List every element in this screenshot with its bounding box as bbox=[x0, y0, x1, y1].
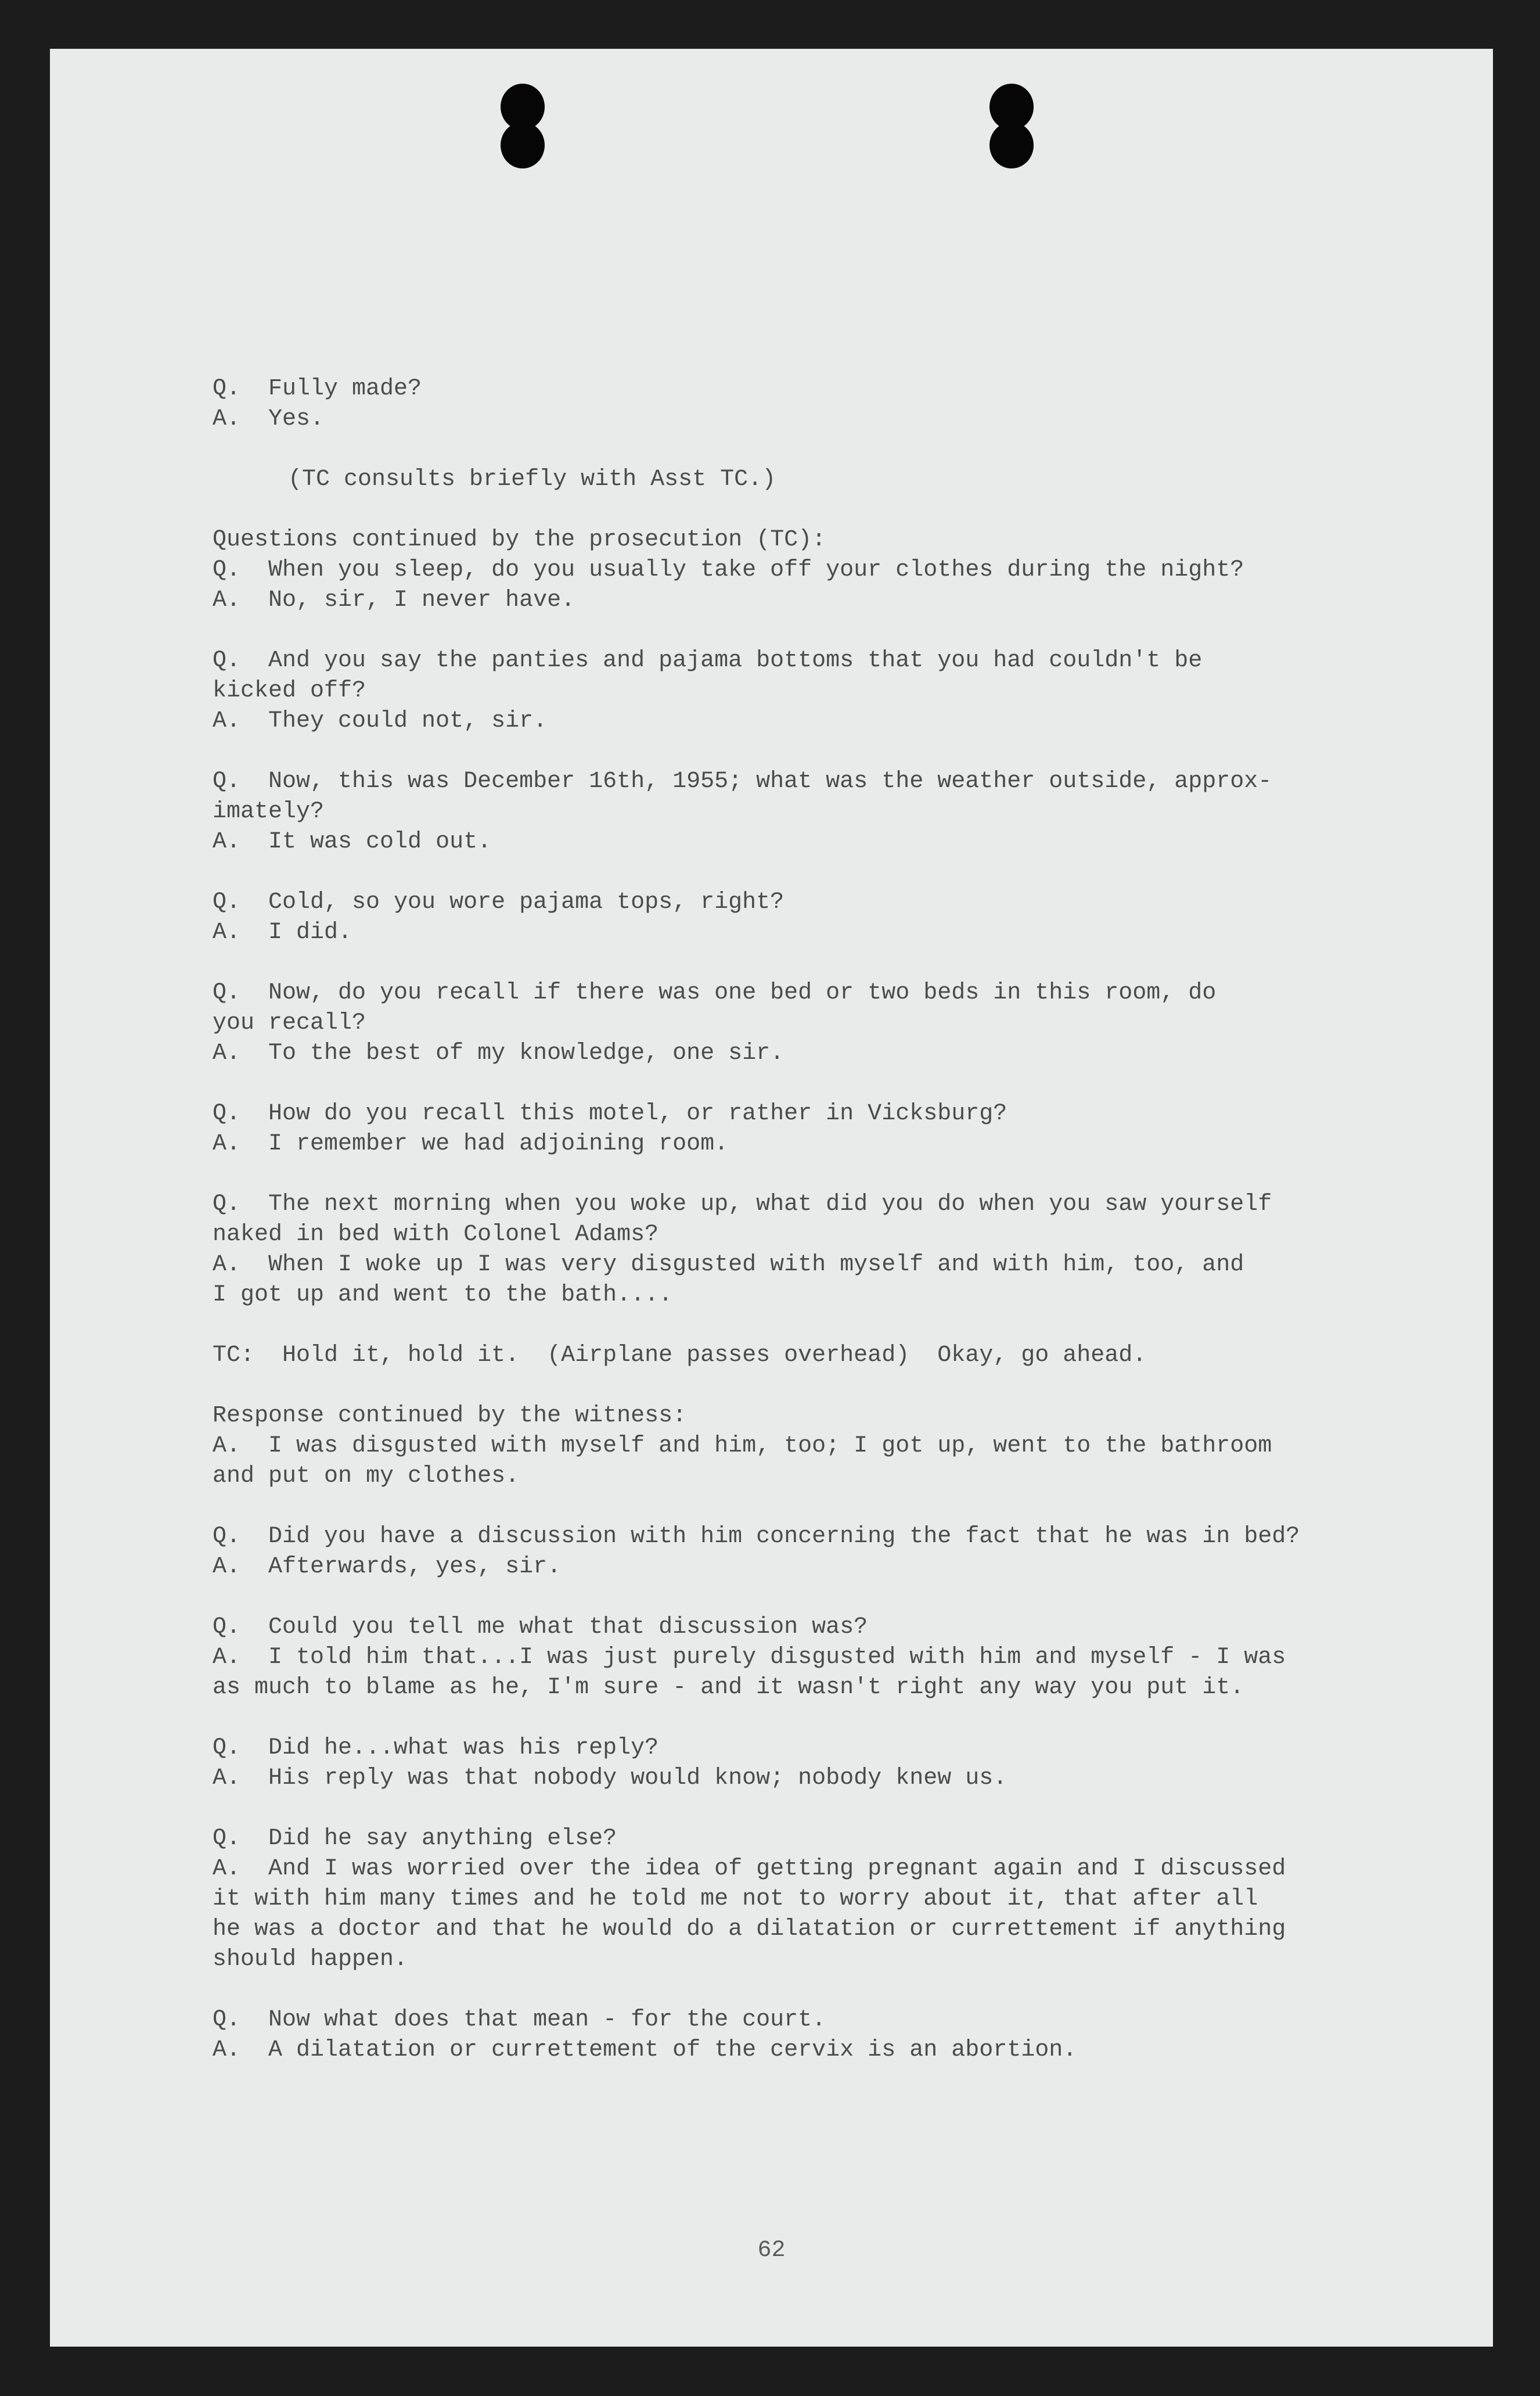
transcript-line: Q. Cold, so you wore pajama tops, right? bbox=[213, 889, 785, 915]
blank-line bbox=[213, 1582, 1444, 1612]
blank-line bbox=[213, 737, 1444, 767]
transcript-line: Q. And you say the panties and pajama bottoms that you had couldn't be bbox=[213, 648, 1203, 674]
transcript-line: Q. When you sleep, do you usually take off your clothes during the night? bbox=[213, 557, 1244, 583]
transcript-line: Response continued by the witness: bbox=[213, 1403, 687, 1429]
blank-line bbox=[213, 857, 1444, 888]
transcript-line: A. I did. bbox=[213, 919, 352, 946]
transcript-line: you recall? bbox=[213, 1010, 366, 1036]
transcript-line: kicked off? bbox=[213, 678, 366, 704]
transcript-line: he was a doctor and that he would do a dilatation or currettement if anything bbox=[213, 1916, 1286, 1942]
transcript-line: naked in bed with Colonel Adams? bbox=[213, 1222, 659, 1248]
transcript-line: Q. Could you tell me what that discussion was? bbox=[213, 1614, 868, 1640]
blank-line bbox=[213, 1794, 1444, 1824]
transcript-line: Q. Did he...what was his reply? bbox=[213, 1735, 659, 1761]
transcript-line: Q. Did you have a discussion with him concerning the fact that he was in bed? bbox=[213, 1524, 1300, 1550]
transcript-line: A. Afterwards, yes, sir. bbox=[213, 1554, 562, 1580]
transcript-line: A. And I was worried over the idea of getting pregnant again and I discussed bbox=[213, 1856, 1286, 1882]
blank-line bbox=[213, 434, 1444, 465]
blank-line bbox=[213, 1159, 1444, 1190]
transcript-line: Q. The next morning when you woke up, what did you do when you saw yourself bbox=[213, 1191, 1272, 1217]
transcript-line: A. I remember we had adjoining room. bbox=[213, 1131, 729, 1157]
blank-line bbox=[213, 1310, 1444, 1341]
transcript-line: A. It was cold out. bbox=[213, 829, 492, 855]
transcript-line: as much to blame as he, I'm sure - and it wasn't right any way you put it. bbox=[213, 1675, 1244, 1701]
transcript-line: (TC consults briefly with Asst TC.) bbox=[288, 466, 776, 493]
transcript-line: A. When I woke up I was very disgusted with myself and with him, too, and bbox=[213, 1252, 1244, 1278]
transcript-line: and put on my clothes. bbox=[213, 1463, 520, 1489]
transcript-line: Q. Now what does that mean - for the court. bbox=[213, 2007, 826, 2033]
transcript-line: it with him many times and he told me not to worry about it, that after all bbox=[213, 1886, 1258, 1912]
transcript-line: A. They could not, sir. bbox=[213, 708, 548, 734]
blank-line bbox=[213, 616, 1444, 646]
page-number: 62 bbox=[757, 2237, 786, 2264]
transcript-line: Q. Did he say anything else? bbox=[213, 1826, 617, 1852]
transcript-line: A. To the best of my knowledge, one sir. bbox=[213, 1040, 785, 1066]
transcript-line: A. Yes. bbox=[213, 406, 325, 432]
transcript-line: Q. Fully made? bbox=[213, 376, 422, 402]
transcript-line: Q. Now, this was December 16th, 1955; what was the weather outside, approx- bbox=[213, 768, 1272, 795]
binder-hole-left bbox=[501, 84, 545, 168]
transcript-body bbox=[213, 374, 1444, 2065]
transcript-line: Q. Now, do you recall if there was one bed or two beds in this room, do bbox=[213, 980, 1217, 1006]
transcript-line: A. A dilatation or currettement of the cervix is an abortion. bbox=[213, 2037, 1077, 2063]
blank-line bbox=[213, 948, 1444, 978]
transcript-line: should happen. bbox=[213, 1946, 408, 1973]
transcript-line: Questions continued by the prosecution (TC): bbox=[213, 527, 826, 553]
blank-line bbox=[213, 1371, 1444, 1401]
transcript-line: Q. How do you recall this motel, or rather in Vicksburg? bbox=[213, 1101, 1008, 1127]
transcript-line: A. No, sir, I never have. bbox=[213, 587, 575, 613]
blank-line bbox=[213, 1975, 1444, 2005]
transcript-line: A. I was disgusted with myself and him, too; I got up, went to the bathroom bbox=[213, 1433, 1272, 1459]
blank-line bbox=[213, 1492, 1444, 1522]
transcript-line: TC: Hold it, hold it. (Airplane passes overhead) Okay, go ahead. bbox=[213, 1342, 1147, 1368]
transcript-line: imately? bbox=[213, 799, 325, 825]
blank-line bbox=[213, 1069, 1444, 1099]
transcript-line: A. His reply was that nobody would know; nobody knew us. bbox=[213, 1765, 1008, 1791]
document-page bbox=[50, 49, 1493, 2347]
binder-hole-right bbox=[990, 84, 1034, 168]
blank-line bbox=[213, 495, 1444, 525]
transcript-line: A. I told him that...I was just purely disgusted with him and myself - I was bbox=[213, 1644, 1286, 1671]
transcript-line: I got up and went to the bath.... bbox=[213, 1282, 673, 1308]
blank-line bbox=[213, 1703, 1444, 1733]
